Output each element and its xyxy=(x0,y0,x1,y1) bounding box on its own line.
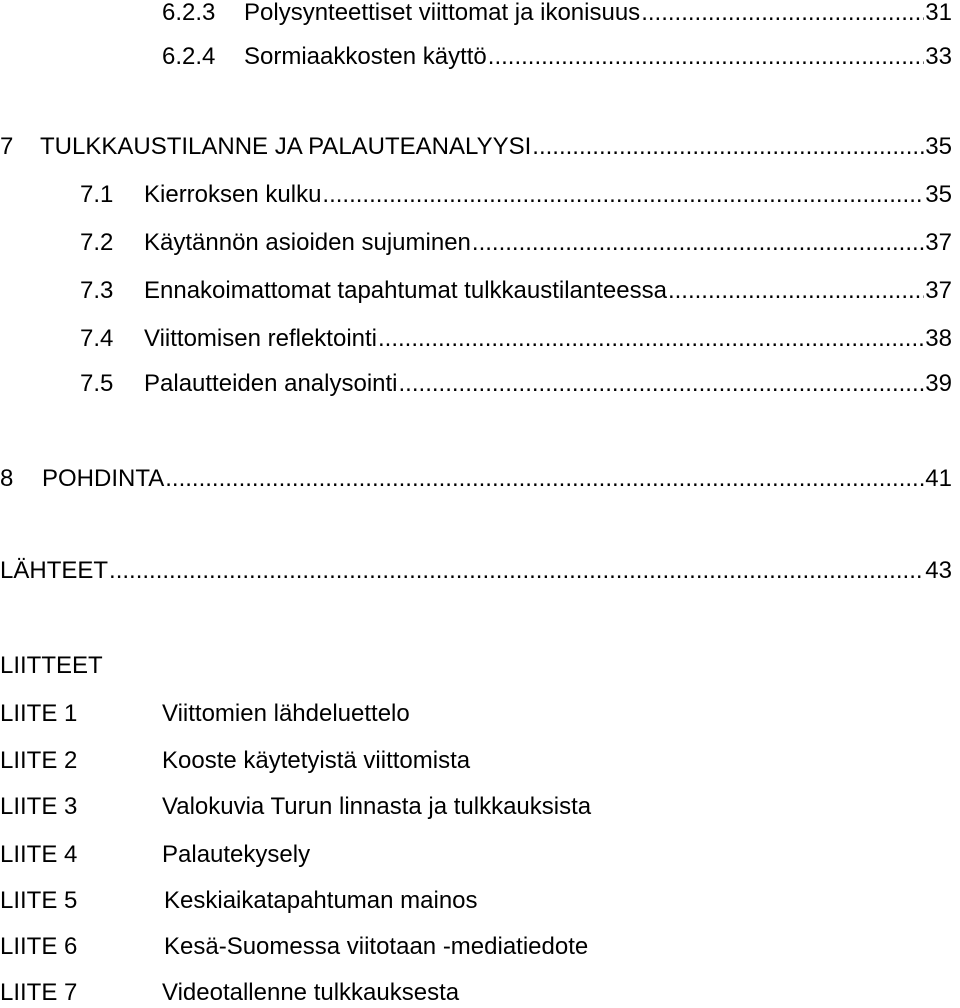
toc-entry-number: 7.1 xyxy=(80,181,114,208)
toc-entry-title: Polysynteettiset viittomat ja ikonisuus xyxy=(244,0,641,26)
toc-entry-page: 37 xyxy=(925,277,952,304)
toc-entry[interactable] xyxy=(0,0,952,28)
toc-entry-title: Käytännön asioiden sujuminen xyxy=(144,229,471,256)
appendix-label: LIITE 7 xyxy=(0,979,78,1006)
toc-entry-title: LÄHTEET xyxy=(0,557,109,584)
appendix-label: LIITE 6 xyxy=(0,933,78,960)
toc-entry-number: 8 xyxy=(0,465,14,492)
toc-entry[interactable] xyxy=(0,132,952,162)
appendix-label: LIITE 3 xyxy=(0,793,78,820)
appendix-title[interactable]: Videotallenne tulkkauksesta xyxy=(162,979,460,1006)
toc-entry[interactable] xyxy=(0,276,952,306)
toc-entry-title: POHDINTA xyxy=(42,465,165,492)
toc-entry-page: 39 xyxy=(925,370,952,397)
toc-entry[interactable] xyxy=(0,42,952,72)
appendix-label: LIITE 1 xyxy=(0,700,78,727)
toc-entry-number: 6.2.3 xyxy=(162,0,216,26)
appendix-title[interactable]: Keskiaikatapahtuman mainos xyxy=(164,887,478,914)
toc-entry-page: 35 xyxy=(925,133,952,160)
toc-leader-dots xyxy=(532,132,924,162)
appendix-label: LIITE 2 xyxy=(0,747,78,774)
toc-entry-page: 31 xyxy=(925,0,952,26)
toc-leader-dots xyxy=(668,276,924,306)
toc-leader-dots xyxy=(488,42,925,72)
toc-leader-dots xyxy=(378,324,924,354)
toc-entry-title: TULKKAUSTILANNE JA PALAUTEANALYYSI xyxy=(40,133,532,160)
toc-entry-title: Palautteiden analysointi xyxy=(144,370,398,397)
toc-entry-page: 33 xyxy=(925,43,952,70)
toc-entry-number: 7.2 xyxy=(80,229,114,256)
toc-entry-number: 7 xyxy=(0,133,14,160)
appendix-label: LIITE 4 xyxy=(0,841,78,868)
toc-leader-dots xyxy=(322,180,924,210)
toc-entry-page: 38 xyxy=(925,325,952,352)
appendix-title[interactable]: Valokuvia Turun linnasta ja tulkkauksista xyxy=(162,793,592,820)
toc-entry-page: 37 xyxy=(925,229,952,256)
toc-entry[interactable] xyxy=(0,180,952,210)
toc-leader-dots xyxy=(399,369,925,399)
toc-entry[interactable] xyxy=(0,369,952,399)
appendix-title[interactable]: Kooste käytetyistä viittomista xyxy=(162,747,471,774)
appendix-title[interactable]: Viittomien lähdeluettelo xyxy=(162,700,410,727)
toc-entry-title: Ennakoimattomat tapahtumat tulkkaustilanteessa xyxy=(144,277,667,304)
toc-entry[interactable] xyxy=(0,324,952,354)
toc-leader-dots xyxy=(109,556,924,586)
toc-entry-title: Viittomisen reflektointi xyxy=(144,325,377,352)
appendix-title[interactable]: Palautekysely xyxy=(162,841,311,868)
appendix-title[interactable]: Kesä-Suomessa viitotaan -mediatiedote xyxy=(164,933,589,960)
toc-entry[interactable] xyxy=(0,228,952,258)
appendix-label: LIITE 5 xyxy=(0,887,78,914)
toc-entry-number: 7.4 xyxy=(80,325,114,352)
toc-entry-page: 35 xyxy=(925,181,952,208)
toc-entry[interactable] xyxy=(0,464,952,494)
toc-entry-number: 6.2.4 xyxy=(162,43,216,70)
toc-entry[interactable] xyxy=(0,556,952,586)
toc-leader-dots xyxy=(641,0,924,28)
toc-entry-number: 7.5 xyxy=(80,370,114,397)
toc-entry-number: 7.3 xyxy=(80,277,114,304)
toc-entry-page: 43 xyxy=(925,557,952,584)
toc-leader-dots xyxy=(165,464,924,494)
toc-entry-page: 41 xyxy=(925,465,952,492)
toc-entry-title: Sormiaakkosten käyttö xyxy=(244,43,487,70)
appendices-heading: LIITTEET xyxy=(0,652,103,679)
toc-entry-title: Kierroksen kulku xyxy=(144,181,322,208)
toc-leader-dots xyxy=(472,228,924,258)
